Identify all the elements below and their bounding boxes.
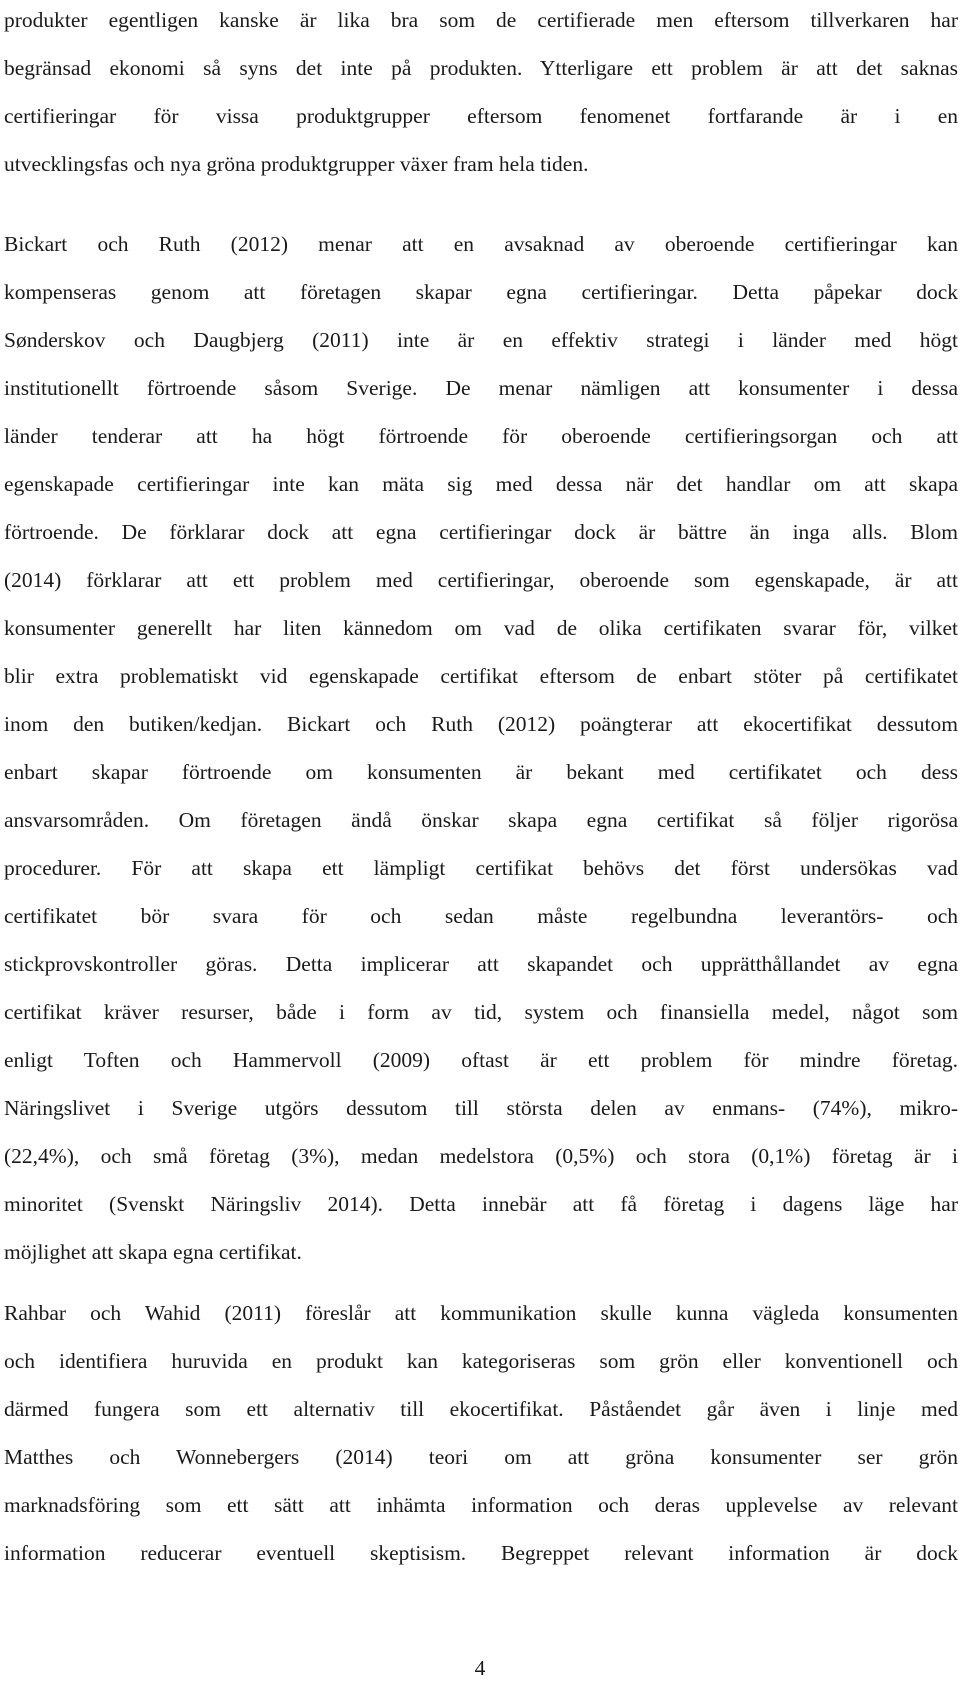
paragraph-2 — [4, 220, 958, 1276]
text-line: Sønderskov och Daugbjerg (2011) inte är en effektiv strategi i länder med högt — [4, 328, 958, 352]
text-line: förtroende. De förklarar dock att egna certifieringar dock är bättre än inga alls. Blom — [4, 520, 958, 544]
text-line: enligt Toften och Hammervoll (2009) oftast är ett problem för mindre företag. — [4, 1048, 958, 1072]
text-line: kompenseras genom att företagen skapar egna certifieringar. Detta påpekar dock — [4, 280, 958, 304]
text-line: och identifiera huruvida en produkt kan kategoriseras som grön eller konventionell och — [4, 1349, 958, 1373]
text-line: inom den butiken/kedjan. Bickart och Ruth (2012) poängterar att ekocertifikat dessutom — [4, 712, 958, 736]
text-line: procedurer. För att skapa ett lämpligt certifikat behövs det först undersökas vad — [4, 856, 958, 880]
text-line: minoritet (Svenskt Näringsliv 2014). Detta innebär att få företag i dagens läge har — [4, 1192, 958, 1216]
text-line: egenskapade certifieringar inte kan mäta sig med dessa när det handlar om att skapa — [4, 472, 958, 496]
text-line: (2014) förklarar att ett problem med certifieringar, oberoende som egenskapade, är att — [4, 568, 958, 592]
text-line: Näringslivet i Sverige utgörs dessutom till största delen av enmans- (74%), mikro- — [4, 1096, 958, 1120]
text-line: länder tenderar att ha högt förtroende för oberoende certifieringsorgan och att — [4, 424, 958, 448]
text-line: certifikatet bör svara för och sedan måste regelbundna leverantörs- och — [4, 904, 958, 928]
text-line: marknadsföring som ett sätt att inhämta information och deras upplevelse av relevant — [4, 1493, 958, 1517]
text-line: blir extra problematiskt vid egenskapade certifikat eftersom de enbart stöter på certifikatet — [4, 664, 958, 688]
text-line: därmed fungera som ett alternativ till ekocertifikat. Påståendet går även i linje med — [4, 1397, 958, 1421]
paragraph-3 — [4, 1289, 958, 1577]
text-line: konsumenter generellt har liten kännedom om vad de olika certifikaten svarar för, vilket — [4, 616, 958, 640]
text-line: certifikat kräver resurser, både i form av tid, system och finansiella medel, något som — [4, 1000, 958, 1024]
text-line: certifieringar för vissa produktgrupper eftersom fenomenet fortfarande är i en — [4, 104, 958, 128]
text-line: enbart skapar förtroende om konsumenten är bekant med certifikatet och dess — [4, 760, 958, 784]
page-number: 4 — [474, 1656, 486, 1680]
text-line: Rahbar och Wahid (2011) föreslår att kommunikation skulle kunna vägleda konsumenten — [4, 1301, 958, 1325]
text-line: (22,4%), och små företag (3%), medan medelstora (0,5%) och stora (0,1%) företag är i — [4, 1144, 958, 1168]
text-line: begränsad ekonomi så syns det inte på produkten. Ytterligare ett problem är att det saknas — [4, 56, 958, 80]
text-line: utvecklingsfas och nya gröna produktgrupper växer fram hela tiden. — [4, 152, 589, 176]
text-line: institutionellt förtroende såsom Sverige. De menar nämligen att konsumenter i dessa — [4, 376, 958, 400]
text-line: produkter egentligen kanske är lika bra som de certifierade men eftersom tillverkaren har — [4, 8, 958, 32]
text-line: Matthes och Wonnebergers (2014) teori om att gröna konsumenter ser grön — [4, 1445, 958, 1469]
text-line: information reducerar eventuell skeptisism. Begreppet relevant information är dock — [4, 1541, 958, 1565]
text-line: stickprovskontroller göras. Detta implicerar att skapandet och upprätthållandet av egna — [4, 952, 958, 976]
text-line: Bickart och Ruth (2012) menar att en avsaknad av oberoende certifieringar kan — [4, 232, 958, 256]
text-line: möjlighet att skapa egna certifikat. — [4, 1240, 302, 1264]
text-line: ansvarsområden. Om företagen ändå önskar skapa egna certifikat så följer rigorösa — [4, 808, 958, 832]
paragraph-1 — [4, 0, 958, 188]
